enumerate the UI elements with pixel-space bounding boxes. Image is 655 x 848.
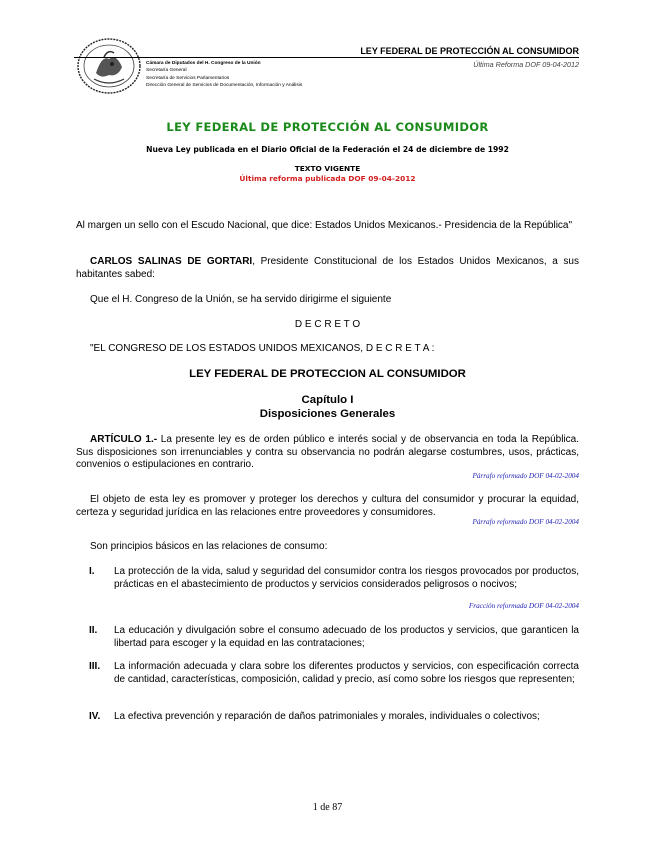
header-line4: Dirección General de Servicios de Documentación, Información y Análisis <box>146 83 303 89</box>
document-title: LEY FEDERAL DE PROTECCIÓN AL CONSUMIDOR <box>166 120 489 134</box>
paragraph-seal: Al margen un sello con el Escudo Nacional, que dice: Estados Unidos Mexicanos.- Presidencia de la República" <box>76 220 573 231</box>
header-chamber: Cámara de Diputados del H. Congreso de la Unión <box>146 61 261 66</box>
article-1-text: La presente ley es de orden público e interés social y de observancia en toda la República. Sus disposiciones son irrenunciables y contra su observancia no podrán alegarse costumbres, usos, prácticas, convenios o estipulaciones en contrario. <box>76 434 580 471</box>
amendment-note: Párrafo reformado DOF 04-02-2004 <box>472 518 579 526</box>
item-text: La educación y divulgación sobre el consumo adecuado de los productos y servicios, que garanticen la libertad para escoger y la equidad en las contrataciones; <box>114 625 579 649</box>
item-text: La información adecuada y clara sobre los diferentes productos y servicios, con especificación correcta de cantidad, características, composición, calidad y precio, así como sobre los riesgos que representen; <box>114 661 579 685</box>
header-law-title: LEY FEDERAL DE PROTECCIÓN AL CONSUMIDOR <box>360 46 579 56</box>
article-1-label: ARTÍCULO 1.- <box>90 434 158 445</box>
amendment-note: Párrafo reformado DOF 04-02-2004 <box>472 472 579 480</box>
paragraph-president <box>76 256 579 281</box>
president-text: , Presidente Constitucional de los Estados Unidos Mexicanos, a sus habitantes sabed: <box>76 256 579 280</box>
paragraph-principles: Son principios básicos en las relaciones de consumo: <box>90 541 328 552</box>
item-number: II. <box>89 625 98 636</box>
texto-vigente: TEXTO VIGENTE <box>294 164 361 173</box>
paragraph-congress: Que el H. Congreso de la Unión, se ha servido dirigirme el siguiente <box>90 294 392 305</box>
item-text: La protección de la vida, salud y seguridad del consumidor contra los riesgos provocados por productos, prácticas en el abastecimiento de productos y servicios considerados peligrosos o nocivos; <box>114 566 579 590</box>
last-reform-published: Última reforma publicada DOF 09-04-2012 <box>239 174 416 183</box>
page-number: 1 de 87 <box>312 802 343 813</box>
item-number: IV. <box>89 711 101 722</box>
item-number: III. <box>89 661 101 672</box>
header-rule <box>74 57 579 58</box>
header-institution <box>146 60 302 90</box>
paragraph-decreta: "EL CONGRESO DE LOS ESTADOS UNIDOS MEXICANOS, D E C R E T A : <box>90 343 435 354</box>
chapter-number: Capítulo I <box>301 394 354 406</box>
item-text: La efectiva prevención y reparación de daños patrimoniales y morales, individuales o colectivos; <box>114 711 540 722</box>
publication-note: Nueva Ley publicada en el Diario Oficial de la Federación el 24 de diciembre de 1992 <box>146 145 509 154</box>
decreto-heading: D E C R E T O <box>294 319 361 330</box>
president-name: CARLOS SALINAS DE GORTARI <box>90 256 253 267</box>
amendment-note: Fracción reformada DOF 04-02-2004 <box>468 602 579 610</box>
item-number: I. <box>89 566 95 577</box>
header-line2: Secretaría General <box>146 68 187 74</box>
article-1 <box>76 434 579 472</box>
header-line3: Secretaría de Servicios Parlamentarios <box>146 75 230 81</box>
header-last-reform: Última Reforma DOF 09-04-2012 <box>473 60 579 69</box>
law-heading: LEY FEDERAL DE PROTECCION AL CONSUMIDOR <box>189 368 466 380</box>
chapter-title: Disposiciones Generales <box>259 408 396 420</box>
seal-icon <box>74 37 144 95</box>
paragraph-objective: El objeto de esta ley es promover y proteger los derechos y cultura del consumidor y procurar la equidad, certeza y seguridad jurídica en las relaciones entre proveedores y consumidores. <box>76 494 579 518</box>
